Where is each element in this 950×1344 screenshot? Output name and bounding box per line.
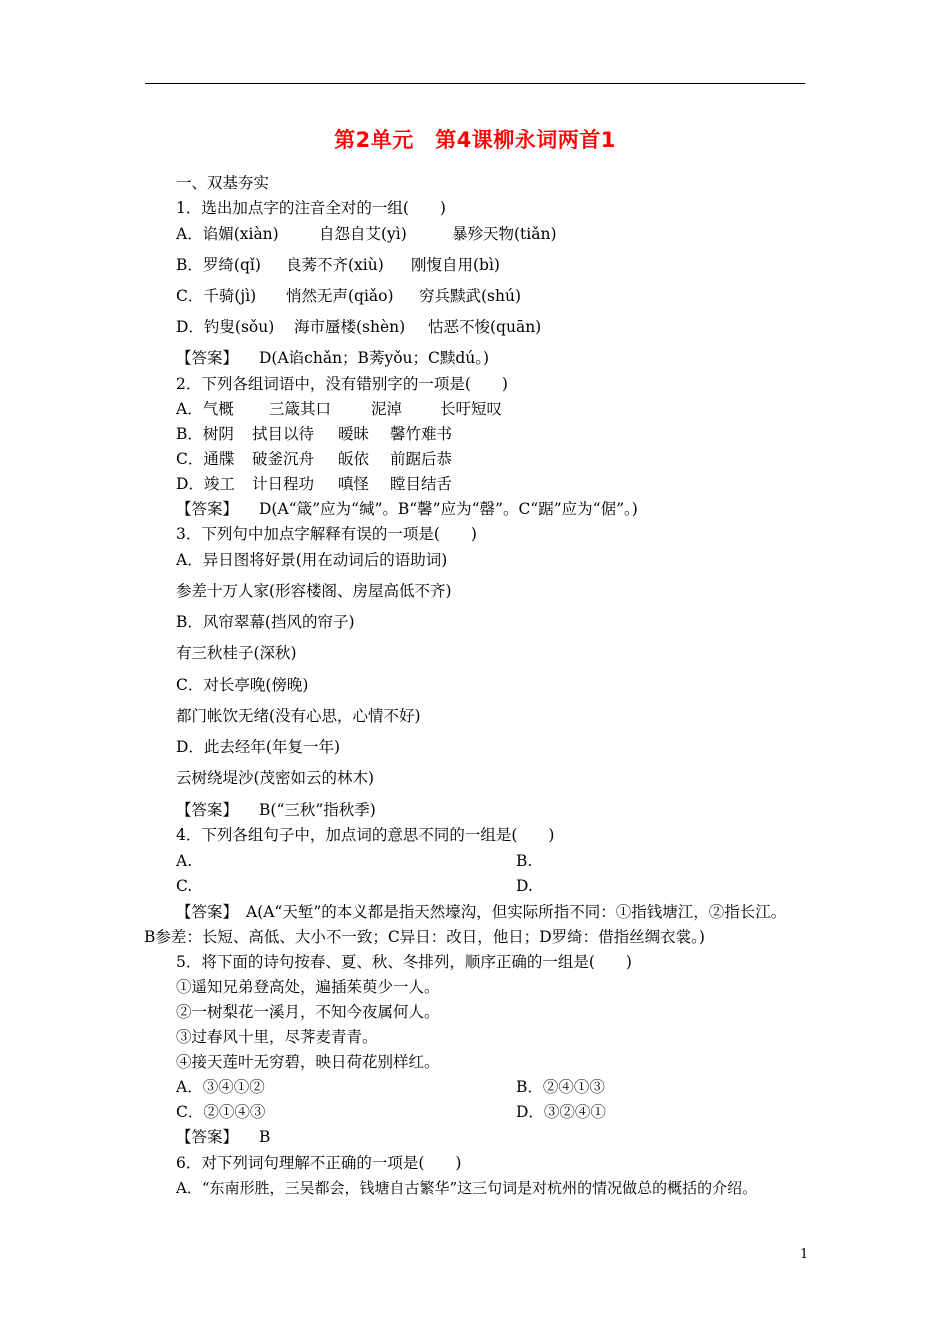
q1-d2: 海市蜃楼(shèn) xyxy=(294,318,406,336)
q6-stem: 6．对下列词句理解不正确的一项是( ) xyxy=(176,1154,462,1172)
q5-option-b: B．②④①③ xyxy=(516,1078,605,1096)
q2-c2: 破釜沉舟 xyxy=(252,450,315,468)
answer-label: 【答案】 xyxy=(176,903,239,921)
q2-stem: 2．下列各组词语中，没有错别字的一项是( ) xyxy=(176,375,508,393)
q2-a1: A．气概 xyxy=(176,400,234,418)
q3-line: 参差十万人家(形容楼阁、房屋高低不齐) xyxy=(176,582,452,600)
q3-line: B．风帘翠幕(挡风的帘子) xyxy=(176,613,355,631)
q5-line: ④接天莲叶无穷碧，映日荷花别样红。 xyxy=(176,1053,440,1071)
q1-a2: 自怨自艾(yì) xyxy=(319,225,407,243)
q5-answer xyxy=(176,1127,270,1147)
answer-label: 【答案】 xyxy=(176,801,239,819)
q2-option-b xyxy=(176,424,452,444)
q2-option-c xyxy=(176,449,452,469)
q2-b2: 拭目以待 xyxy=(252,425,315,443)
q1-stem: 1．选出加点字的注音全对的一组( ) xyxy=(176,199,446,217)
q5-line: ②一树梨花一溪月，不知今夜属何人。 xyxy=(176,1003,440,1021)
q2-d1: D．竣工 xyxy=(176,475,235,493)
answer-label: 【答案】 xyxy=(176,349,239,367)
q4-option-c: C. xyxy=(176,877,193,895)
q1-option-b xyxy=(176,255,500,275)
answer-text: D(A“箴”应为“缄”。B“馨”应为“罄”。C“踞”应为“倨”。) xyxy=(259,500,638,518)
q4-stem: 4．下列各组句子中，加点词的意思不同的一组是( ) xyxy=(176,826,555,844)
q1-answer xyxy=(176,348,489,368)
q2-c3: 皈依 xyxy=(338,450,370,468)
q3-line: 都门帐饮无绪(没有心思，心情不好) xyxy=(176,707,421,725)
q4-answer xyxy=(176,902,786,922)
q1-d1: D．钓叟(sǒu) xyxy=(176,318,275,336)
q2-b3: 暧昧 xyxy=(338,425,370,443)
q2-b4: 馨竹难书 xyxy=(390,425,453,443)
q1-option-d xyxy=(176,317,541,337)
q2-d2: 计日程功 xyxy=(252,475,315,493)
q1-c2: 悄然无声(qiǎo) xyxy=(286,287,394,305)
answer-text: A(A“天堑”的本义都是指天然壕沟，但实际所指不同：①指钱塘江，②指长江。 xyxy=(246,903,787,921)
answer-text: B xyxy=(259,1128,271,1146)
answer-text: B(“三秋”指秋季) xyxy=(259,801,376,819)
q2-a4: 长吁短叹 xyxy=(440,400,503,418)
q2-c1: C．通牒 xyxy=(176,450,235,468)
page-title: 第2单元 第4课柳永词两首1 xyxy=(334,128,616,152)
q2-d3: 嗔怪 xyxy=(338,475,370,493)
q2-d4: 瞠目结舌 xyxy=(390,475,453,493)
q1-c3: 穷兵黩武(shú) xyxy=(419,287,522,305)
q5-option-a: A．③④①② xyxy=(176,1078,265,1096)
q1-option-a xyxy=(176,224,557,244)
q2-b1: B．树阴 xyxy=(176,425,234,443)
header-rule xyxy=(145,83,805,84)
q4-option-b: B. xyxy=(516,852,533,870)
q2-c4: 前踞后恭 xyxy=(390,450,453,468)
q5-option-c: C．②①④③ xyxy=(176,1103,266,1121)
q4-option-d: D. xyxy=(516,877,533,895)
q1-a3: 暴殄天物(tiǎn) xyxy=(452,225,557,243)
section-heading: 一、双基夯实 xyxy=(176,174,270,192)
q6-option-a: A．“东南形胜，三吴都会，钱塘自古繁华”这三句词是对杭州的情况做总的概括的介绍。 xyxy=(176,1179,758,1197)
q3-line: 云树绕堤沙(茂密如云的林木) xyxy=(176,769,375,787)
answer-label: 【答案】 xyxy=(176,500,239,518)
page-number: 1 xyxy=(800,1247,809,1262)
answer-text: D(A谄chǎn；B莠yǒu；C黩dú。) xyxy=(259,349,490,367)
q3-stem: 3．下列句中加点字解释有误的一项是( ) xyxy=(176,525,477,543)
q1-a1: A．谄媚(xiàn) xyxy=(176,225,279,243)
q5-option-d: D．③②④① xyxy=(516,1103,606,1121)
q3-line: A．异日图将好景(用在动词后的语助词) xyxy=(176,551,448,569)
q1-b1: B．罗绮(qǐ) xyxy=(176,256,261,274)
q2-a3: 泥淖 xyxy=(371,400,403,418)
answer-label: 【答案】 xyxy=(176,1128,239,1146)
q5-line: ①遥知兄弟登高处，遍插茱萸少一人。 xyxy=(176,978,440,996)
q1-b3: 刚愎自用(bì) xyxy=(411,256,500,274)
q1-d3: 怙恶不悛(quān) xyxy=(428,318,542,336)
q2-answer xyxy=(176,499,638,519)
q3-line: C．对长亭晚(傍晚) xyxy=(176,676,309,694)
q3-answer xyxy=(176,800,376,820)
q4-option-a: A. xyxy=(176,852,193,870)
q3-line: 有三秋桂子(深秋) xyxy=(176,644,297,662)
q2-option-d xyxy=(176,474,452,494)
q5-line: ③过春风十里，尽荠麦青青。 xyxy=(176,1028,378,1046)
q1-c1: C．千骑(jì) xyxy=(176,287,257,305)
q2-option-a xyxy=(176,399,502,419)
q5-stem: 5．将下面的诗句按春、夏、秋、冬排列，顺序正确的一组是( ) xyxy=(176,953,632,971)
q1-option-c xyxy=(176,286,521,306)
q3-line: D．此去经年(年复一年) xyxy=(176,738,341,756)
q2-a2: 三箴其口 xyxy=(269,400,332,418)
q4-answer-cont: B参差：长短、高低、大小不一致；C异日：改日，他日；D罗绮：借指丝绸衣裳。) xyxy=(144,928,705,946)
q1-b2: 良莠不齐(xiù) xyxy=(286,256,384,274)
